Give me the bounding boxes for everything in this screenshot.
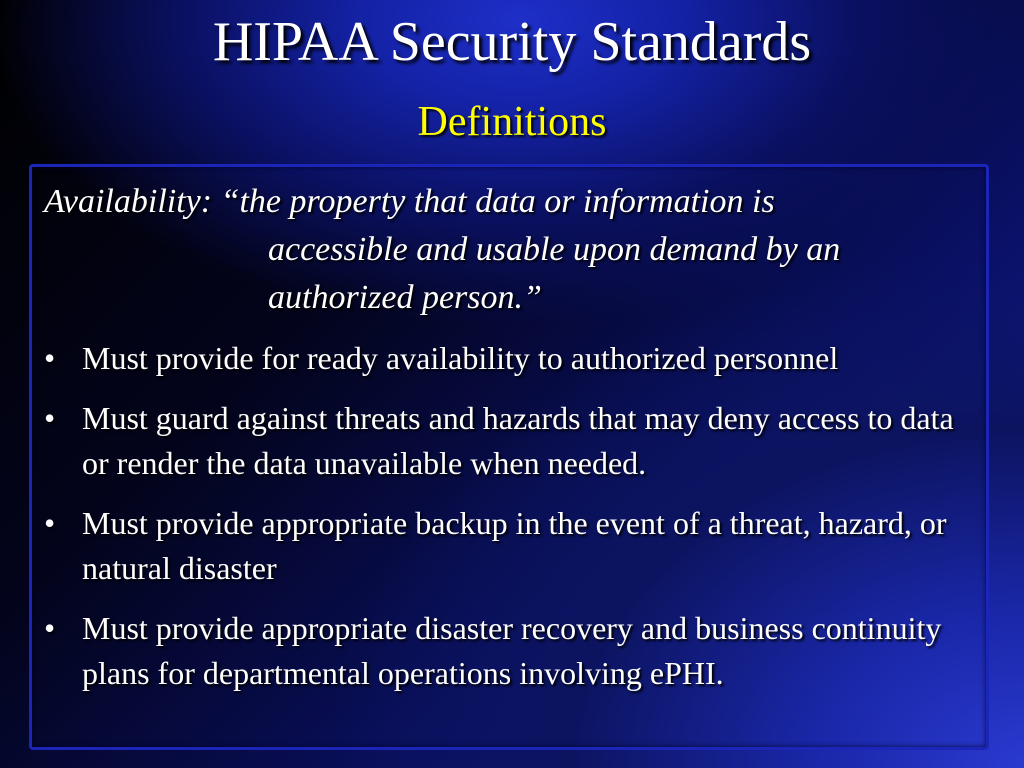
bullet-text: Must provide for ready availability to authorized personnel — [82, 340, 839, 376]
slide-subtitle: Definitions — [417, 99, 607, 145]
bullet-icon: • — [44, 610, 56, 646]
bullet-item — [44, 336, 974, 381]
bullet-list — [44, 336, 974, 711]
bullet-item — [44, 396, 974, 486]
bullet-item — [44, 606, 974, 696]
bullet-item — [44, 501, 974, 591]
bullet-text: Must provide appropriate disaster recovery and business continuity plans for departmental operations involving ePHI. — [82, 610, 942, 691]
definition-block — [44, 178, 964, 322]
bullet-text: Must provide appropriate backup in the event of a threat, hazard, or natural disaster — [82, 505, 947, 586]
bullet-icon: • — [44, 505, 56, 541]
slide-title: HIPAA Security Standards — [212, 11, 812, 73]
bullet-icon: • — [44, 400, 56, 436]
definition-text-line-2: accessible and usable upon demand by an — [268, 231, 841, 268]
definition-term: Availability: — [44, 183, 213, 220]
definition-text-line-3: authorized person.” — [268, 279, 542, 316]
bullet-icon: • — [44, 340, 56, 376]
definition-text-line-1: “the property that data or information is — [220, 183, 775, 220]
bullet-text: Must guard against threats and hazards that may deny access to data or render the data unavailable when needed. — [82, 400, 954, 481]
